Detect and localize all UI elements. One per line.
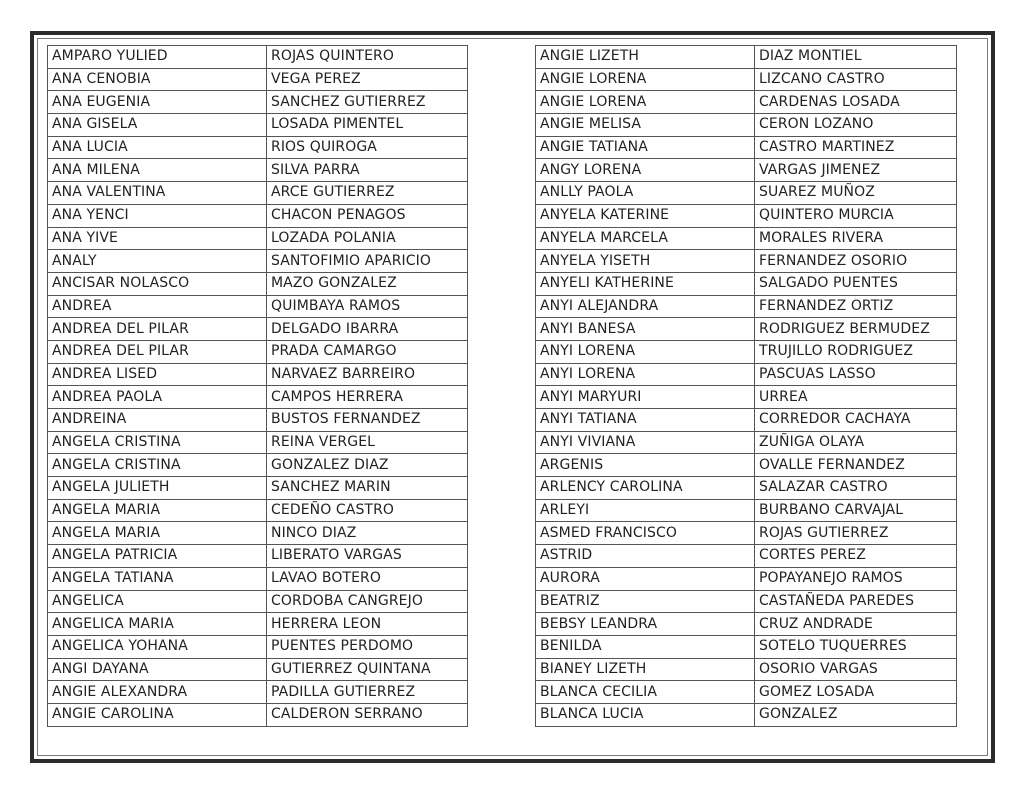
last-name-cell: FERNANDEZ ORTIZ — [755, 295, 957, 318]
table-row — [536, 182, 957, 205]
first-name-cell: ANDREA — [48, 295, 267, 318]
first-name-cell: ANGI DAYANA — [48, 658, 267, 681]
first-name-cell: BEATRIZ — [536, 590, 755, 613]
last-name-cell: PASCUAS LASSO — [755, 363, 957, 386]
first-name-cell: ARGENIS — [536, 454, 755, 477]
table-row — [536, 114, 957, 137]
table-row — [536, 318, 957, 341]
table-row — [536, 567, 957, 590]
first-name-cell: ANCISAR NOLASCO — [48, 272, 267, 295]
table-row — [48, 91, 468, 114]
table-row — [48, 227, 468, 250]
last-name-cell: MORALES RIVERA — [755, 227, 957, 250]
last-name-cell: CALDERON SERRANO — [267, 703, 468, 726]
table-row — [536, 477, 957, 500]
last-name-cell: LOSADA PIMENTEL — [267, 114, 468, 137]
first-name-cell: ANGELA CRISTINA — [48, 431, 267, 454]
first-name-cell: ANGELA MARIA — [48, 522, 267, 545]
first-name-cell: ANA EUGENIA — [48, 91, 267, 114]
table-row — [536, 703, 957, 726]
last-name-cell: ARCE GUTIERREZ — [267, 182, 468, 205]
first-name-cell: ANGELICA YOHANA — [48, 635, 267, 658]
names-table-right-body — [536, 46, 957, 727]
first-name-cell: ANA MILENA — [48, 159, 267, 182]
last-name-cell: CORREDOR CACHAYA — [755, 409, 957, 432]
table-row — [48, 363, 468, 386]
last-name-cell: CASTRO MARTINEZ — [755, 136, 957, 159]
first-name-cell: ANA LUCIA — [48, 136, 267, 159]
table-row — [48, 409, 468, 432]
table-row — [536, 204, 957, 227]
table-row — [48, 272, 468, 295]
last-name-cell: CORTES PEREZ — [755, 545, 957, 568]
first-name-cell: ANLLY PAOLA — [536, 182, 755, 205]
last-name-cell: VEGA PEREZ — [267, 68, 468, 91]
first-name-cell: ANYI ALEJANDRA — [536, 295, 755, 318]
last-name-cell: CAMPOS HERRERA — [267, 386, 468, 409]
table-row — [48, 567, 468, 590]
last-name-cell: CARDENAS LOSADA — [755, 91, 957, 114]
last-name-cell: POPAYANEJO RAMOS — [755, 567, 957, 590]
names-table-left — [47, 45, 468, 727]
first-name-cell: ASTRID — [536, 545, 755, 568]
last-name-cell: LIBERATO VARGAS — [267, 545, 468, 568]
last-name-cell: HERRERA LEON — [267, 613, 468, 636]
first-name-cell: ASMED FRANCISCO — [536, 522, 755, 545]
last-name-cell: OSORIO VARGAS — [755, 658, 957, 681]
first-name-cell: AURORA — [536, 567, 755, 590]
last-name-cell: PADILLA GUTIERREZ — [267, 681, 468, 704]
first-name-cell: ANDREA LISED — [48, 363, 267, 386]
last-name-cell: ROJAS GUTIERREZ — [755, 522, 957, 545]
table-row — [48, 703, 468, 726]
first-name-cell: ANA GISELA — [48, 114, 267, 137]
table-row — [48, 681, 468, 704]
first-name-cell: ANGIE ALEXANDRA — [48, 681, 267, 704]
first-name-cell: BLANCA CECILIA — [536, 681, 755, 704]
last-name-cell: REINA VERGEL — [267, 431, 468, 454]
first-name-cell: ANDREA PAOLA — [48, 386, 267, 409]
first-name-cell: ANYI LORENA — [536, 363, 755, 386]
first-name-cell: ANA VALENTINA — [48, 182, 267, 205]
table-row — [536, 340, 957, 363]
table-row — [536, 295, 957, 318]
first-name-cell: ANYI TATIANA — [536, 409, 755, 432]
table-row — [48, 136, 468, 159]
table-row — [536, 159, 957, 182]
table-row — [536, 545, 957, 568]
first-name-cell: ANYELA YISETH — [536, 250, 755, 273]
table-row — [48, 340, 468, 363]
table-row — [536, 363, 957, 386]
last-name-cell: FERNANDEZ OSORIO — [755, 250, 957, 273]
first-name-cell: BENILDA — [536, 635, 755, 658]
last-name-cell: ZUÑIGA OLAYA — [755, 431, 957, 454]
last-name-cell: OVALLE FERNANDEZ — [755, 454, 957, 477]
last-name-cell: SALAZAR CASTRO — [755, 477, 957, 500]
table-row — [536, 454, 957, 477]
first-name-cell: ANGELA PATRICIA — [48, 545, 267, 568]
table-row — [48, 182, 468, 205]
last-name-cell: LIZCANO CASTRO — [755, 68, 957, 91]
first-name-cell: BIANEY LIZETH — [536, 658, 755, 681]
last-name-cell: CHACON PENAGOS — [267, 204, 468, 227]
last-name-cell: GONZALEZ DIAZ — [267, 454, 468, 477]
first-name-cell: ANGELICA — [48, 590, 267, 613]
first-name-cell: ANYI MARYURI — [536, 386, 755, 409]
last-name-cell: BURBANO CARVAJAL — [755, 499, 957, 522]
first-name-cell: ANA YENCI — [48, 204, 267, 227]
table-row — [48, 499, 468, 522]
last-name-cell: DELGADO IBARRA — [267, 318, 468, 341]
last-name-cell: SANTOFIMIO APARICIO — [267, 250, 468, 273]
last-name-cell: SALGADO PUENTES — [755, 272, 957, 295]
table-row — [48, 204, 468, 227]
table-row — [48, 590, 468, 613]
table-row — [536, 409, 957, 432]
last-name-cell: RODRIGUEZ BERMUDEZ — [755, 318, 957, 341]
last-name-cell: CRUZ ANDRADE — [755, 613, 957, 636]
table-row — [536, 431, 957, 454]
first-name-cell: ANDREA DEL PILAR — [48, 340, 267, 363]
first-name-cell: ANGELA CRISTINA — [48, 454, 267, 477]
last-name-cell: GUTIERREZ QUINTANA — [267, 658, 468, 681]
first-name-cell: ANDREA DEL PILAR — [48, 318, 267, 341]
last-name-cell: MAZO GONZALEZ — [267, 272, 468, 295]
last-name-cell: SANCHEZ MARIN — [267, 477, 468, 500]
first-name-cell: ARLEYI — [536, 499, 755, 522]
first-name-cell: ANA CENOBIA — [48, 68, 267, 91]
table-row — [48, 635, 468, 658]
first-name-cell: ANGELICA MARIA — [48, 613, 267, 636]
table-row — [536, 658, 957, 681]
last-name-cell: NINCO DIAZ — [267, 522, 468, 545]
table-row — [536, 386, 957, 409]
first-name-cell: ANYI BANESA — [536, 318, 755, 341]
first-name-cell: AMPARO YULIED — [48, 46, 267, 69]
first-name-cell: ANYELA KATERINE — [536, 204, 755, 227]
table-row — [536, 590, 957, 613]
table-row — [48, 46, 468, 69]
last-name-cell: GOMEZ LOSADA — [755, 681, 957, 704]
first-name-cell: BEBSY LEANDRA — [536, 613, 755, 636]
last-name-cell: ROJAS QUINTERO — [267, 46, 468, 69]
last-name-cell: CASTAÑEDA PAREDES — [755, 590, 957, 613]
first-name-cell: ARLENCY CAROLINA — [536, 477, 755, 500]
table-row — [48, 658, 468, 681]
table-row — [48, 545, 468, 568]
first-name-cell: ANGIE TATIANA — [536, 136, 755, 159]
last-name-cell: CERON LOZANO — [755, 114, 957, 137]
table-row — [536, 227, 957, 250]
first-name-cell: ANYI LORENA — [536, 340, 755, 363]
table-row — [48, 522, 468, 545]
first-name-cell: ANGIE LORENA — [536, 68, 755, 91]
first-name-cell: BLANCA LUCIA — [536, 703, 755, 726]
first-name-cell: ANDREINA — [48, 409, 267, 432]
first-name-cell: ANGELA JULIETH — [48, 477, 267, 500]
table-row — [48, 114, 468, 137]
first-name-cell: ANALY — [48, 250, 267, 273]
names-table-right — [535, 45, 957, 727]
last-name-cell: LOZADA POLANIA — [267, 227, 468, 250]
first-name-cell: ANGIE LIZETH — [536, 46, 755, 69]
last-name-cell: BUSTOS FERNANDEZ — [267, 409, 468, 432]
table-row — [536, 635, 957, 658]
last-name-cell: TRUJILLO RODRIGUEZ — [755, 340, 957, 363]
table-row — [536, 91, 957, 114]
names-table-left-body — [48, 46, 468, 727]
first-name-cell: ANYELA MARCELA — [536, 227, 755, 250]
last-name-cell: GONZALEZ — [755, 703, 957, 726]
first-name-cell: ANGELA MARIA — [48, 499, 267, 522]
table-row — [536, 46, 957, 69]
last-name-cell: DIAZ MONTIEL — [755, 46, 957, 69]
table-row — [48, 431, 468, 454]
last-name-cell: PRADA CAMARGO — [267, 340, 468, 363]
table-row — [48, 454, 468, 477]
first-name-cell: ANGELA TATIANA — [48, 567, 267, 590]
table-row — [536, 613, 957, 636]
table-row — [48, 159, 468, 182]
last-name-cell: SOTELO TUQUERRES — [755, 635, 957, 658]
last-name-cell: URREA — [755, 386, 957, 409]
table-row — [536, 499, 957, 522]
table-row — [48, 386, 468, 409]
first-name-cell: ANA YIVE — [48, 227, 267, 250]
first-name-cell: ANYI VIVIANA — [536, 431, 755, 454]
table-row — [536, 681, 957, 704]
first-name-cell: ANGIE MELISA — [536, 114, 755, 137]
table-row — [48, 295, 468, 318]
last-name-cell: VARGAS JIMENEZ — [755, 159, 957, 182]
last-name-cell: NARVAEZ BARREIRO — [267, 363, 468, 386]
first-name-cell: ANGY LORENA — [536, 159, 755, 182]
last-name-cell: QUIMBAYA RAMOS — [267, 295, 468, 318]
last-name-cell: CEDEÑO CASTRO — [267, 499, 468, 522]
table-row — [536, 68, 957, 91]
table-row — [48, 318, 468, 341]
last-name-cell: SILVA PARRA — [267, 159, 468, 182]
last-name-cell: SANCHEZ GUTIERREZ — [267, 91, 468, 114]
table-row — [536, 250, 957, 273]
table-row — [48, 68, 468, 91]
last-name-cell: SUAREZ MUÑOZ — [755, 182, 957, 205]
last-name-cell: QUINTERO MURCIA — [755, 204, 957, 227]
first-name-cell: ANGIE LORENA — [536, 91, 755, 114]
first-name-cell: ANGIE CAROLINA — [48, 703, 267, 726]
table-row — [536, 136, 957, 159]
first-name-cell: ANYELI KATHERINE — [536, 272, 755, 295]
last-name-cell: RIOS QUIROGA — [267, 136, 468, 159]
table-row — [48, 250, 468, 273]
table-row — [536, 522, 957, 545]
last-name-cell: LAVAO BOTERO — [267, 567, 468, 590]
last-name-cell: CORDOBA CANGREJO — [267, 590, 468, 613]
table-row — [48, 477, 468, 500]
table-row — [48, 613, 468, 636]
last-name-cell: PUENTES PERDOMO — [267, 635, 468, 658]
table-row — [536, 272, 957, 295]
